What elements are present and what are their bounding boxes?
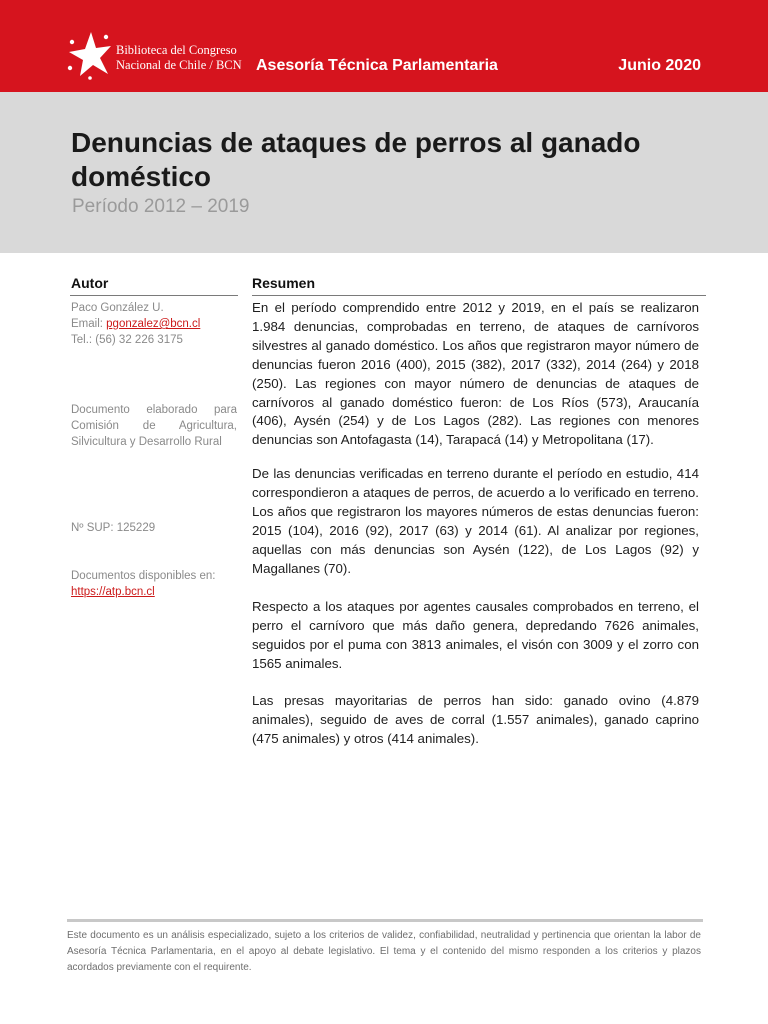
star-logo-icon [66, 30, 112, 80]
summary-divider [252, 295, 706, 296]
publication-date: Junio 2020 [618, 57, 701, 74]
header-band [0, 0, 768, 92]
summary-paragraph-2: De las denuncias verificadas en terreno durante el período en estudio, 414 correspondieron a ataques de perros, de acuerdo a lo verificado en terreno. Los años que registraron los mayores números de estas denuncias fueron: 2015 (104), 2016 (92), 2017 (63) y 2014 (61). Al analizar por regiones, aquellas con más denuncias son Aysén (122), de Los Lagos (92) y Magallanes (70). [252, 466, 699, 576]
unit-name: Asesoría Técnica Parlamentaria [256, 57, 498, 74]
author-phone: Tel.: (56) 32 226 3175 [71, 334, 183, 346]
summary-paragraph-3: Respecto a los ataques por agentes causales comprobados en terreno, el perro el carnívoro que más daño genera, depredando 7626 animales, seguidos por el puma con 3813 animales, el visón con 3009 y el zorro con 1565 animales. [252, 599, 699, 671]
footer-disclaimer: Este documento es un análisis especializado, sujeto a los criterios de validez, confiabilidad, neutralidad y pertinencia que orientan la labor de Asesoría Técnica Parlamentaria, en el apoyo al debate legislativo. El tema y el contenido del mismo responden a los criterios y plazos acordados previamente con el requirente. [67, 930, 701, 973]
prepared-for-note: Documento elaborado para Comisión de Agricultura, Silvicultura y Desarrollo Rural [71, 404, 237, 448]
sup-number: Nº SUP: 125229 [71, 522, 156, 534]
summary-paragraph-4: Las presas mayoritarias de perros han sido: ganado ovino (4.879 animales), seguido de aves de corral (1.557 animales), ganado caprino (475 animales) y otros (414 animales). [252, 693, 699, 746]
email-label: Email: [71, 318, 107, 330]
document-title: Denuncias de ataques de perros al ganado doméstico [71, 127, 641, 192]
documents-link[interactable]: https://atp.bcn.cl [71, 586, 155, 598]
documents-label: Documentos disponibles en: [71, 570, 216, 582]
summary-heading: Resumen [252, 275, 316, 291]
logo-line-1: Biblioteca del Congreso [116, 43, 237, 57]
footer-divider [67, 919, 703, 922]
document-subtitle: Período 2012 – 2019 [72, 196, 250, 217]
author-divider [70, 295, 238, 296]
logo-text [116, 43, 242, 73]
author-name: Paco González U. [71, 302, 164, 314]
summary-paragraph-1: En el período comprendido entre 2012 y 2019, en el país se realizaron 1.984 denuncias, comprobadas en terreno, de ataques de carnívoros silvestres al ganado doméstico. Los años que registraron mayor número de denuncias fueron 2016 (400), 2015 (382), 2017 (332), 2014 (264) y 2018 (250). Las regiones con mayor número de denuncias de ataques de carnívoros al ganado doméstico fueron: de Los Ríos (573), Araucanía (406), Aysén (254) y de Los Lagos (282). Las regiones con menores denuncias son Antofagasta (14), Tarapacá (14) y Metropolitana (17). [252, 300, 699, 448]
documents-available [71, 568, 237, 600]
author-contact [71, 300, 237, 348]
logo-line-2: Nacional de Chile / BCN [116, 58, 242, 72]
author-email-link[interactable]: pgonzalez@bcn.cl [106, 318, 201, 330]
author-email-line [71, 316, 237, 332]
author-heading: Autor [71, 275, 109, 291]
bcn-logo[interactable] [66, 30, 246, 82]
